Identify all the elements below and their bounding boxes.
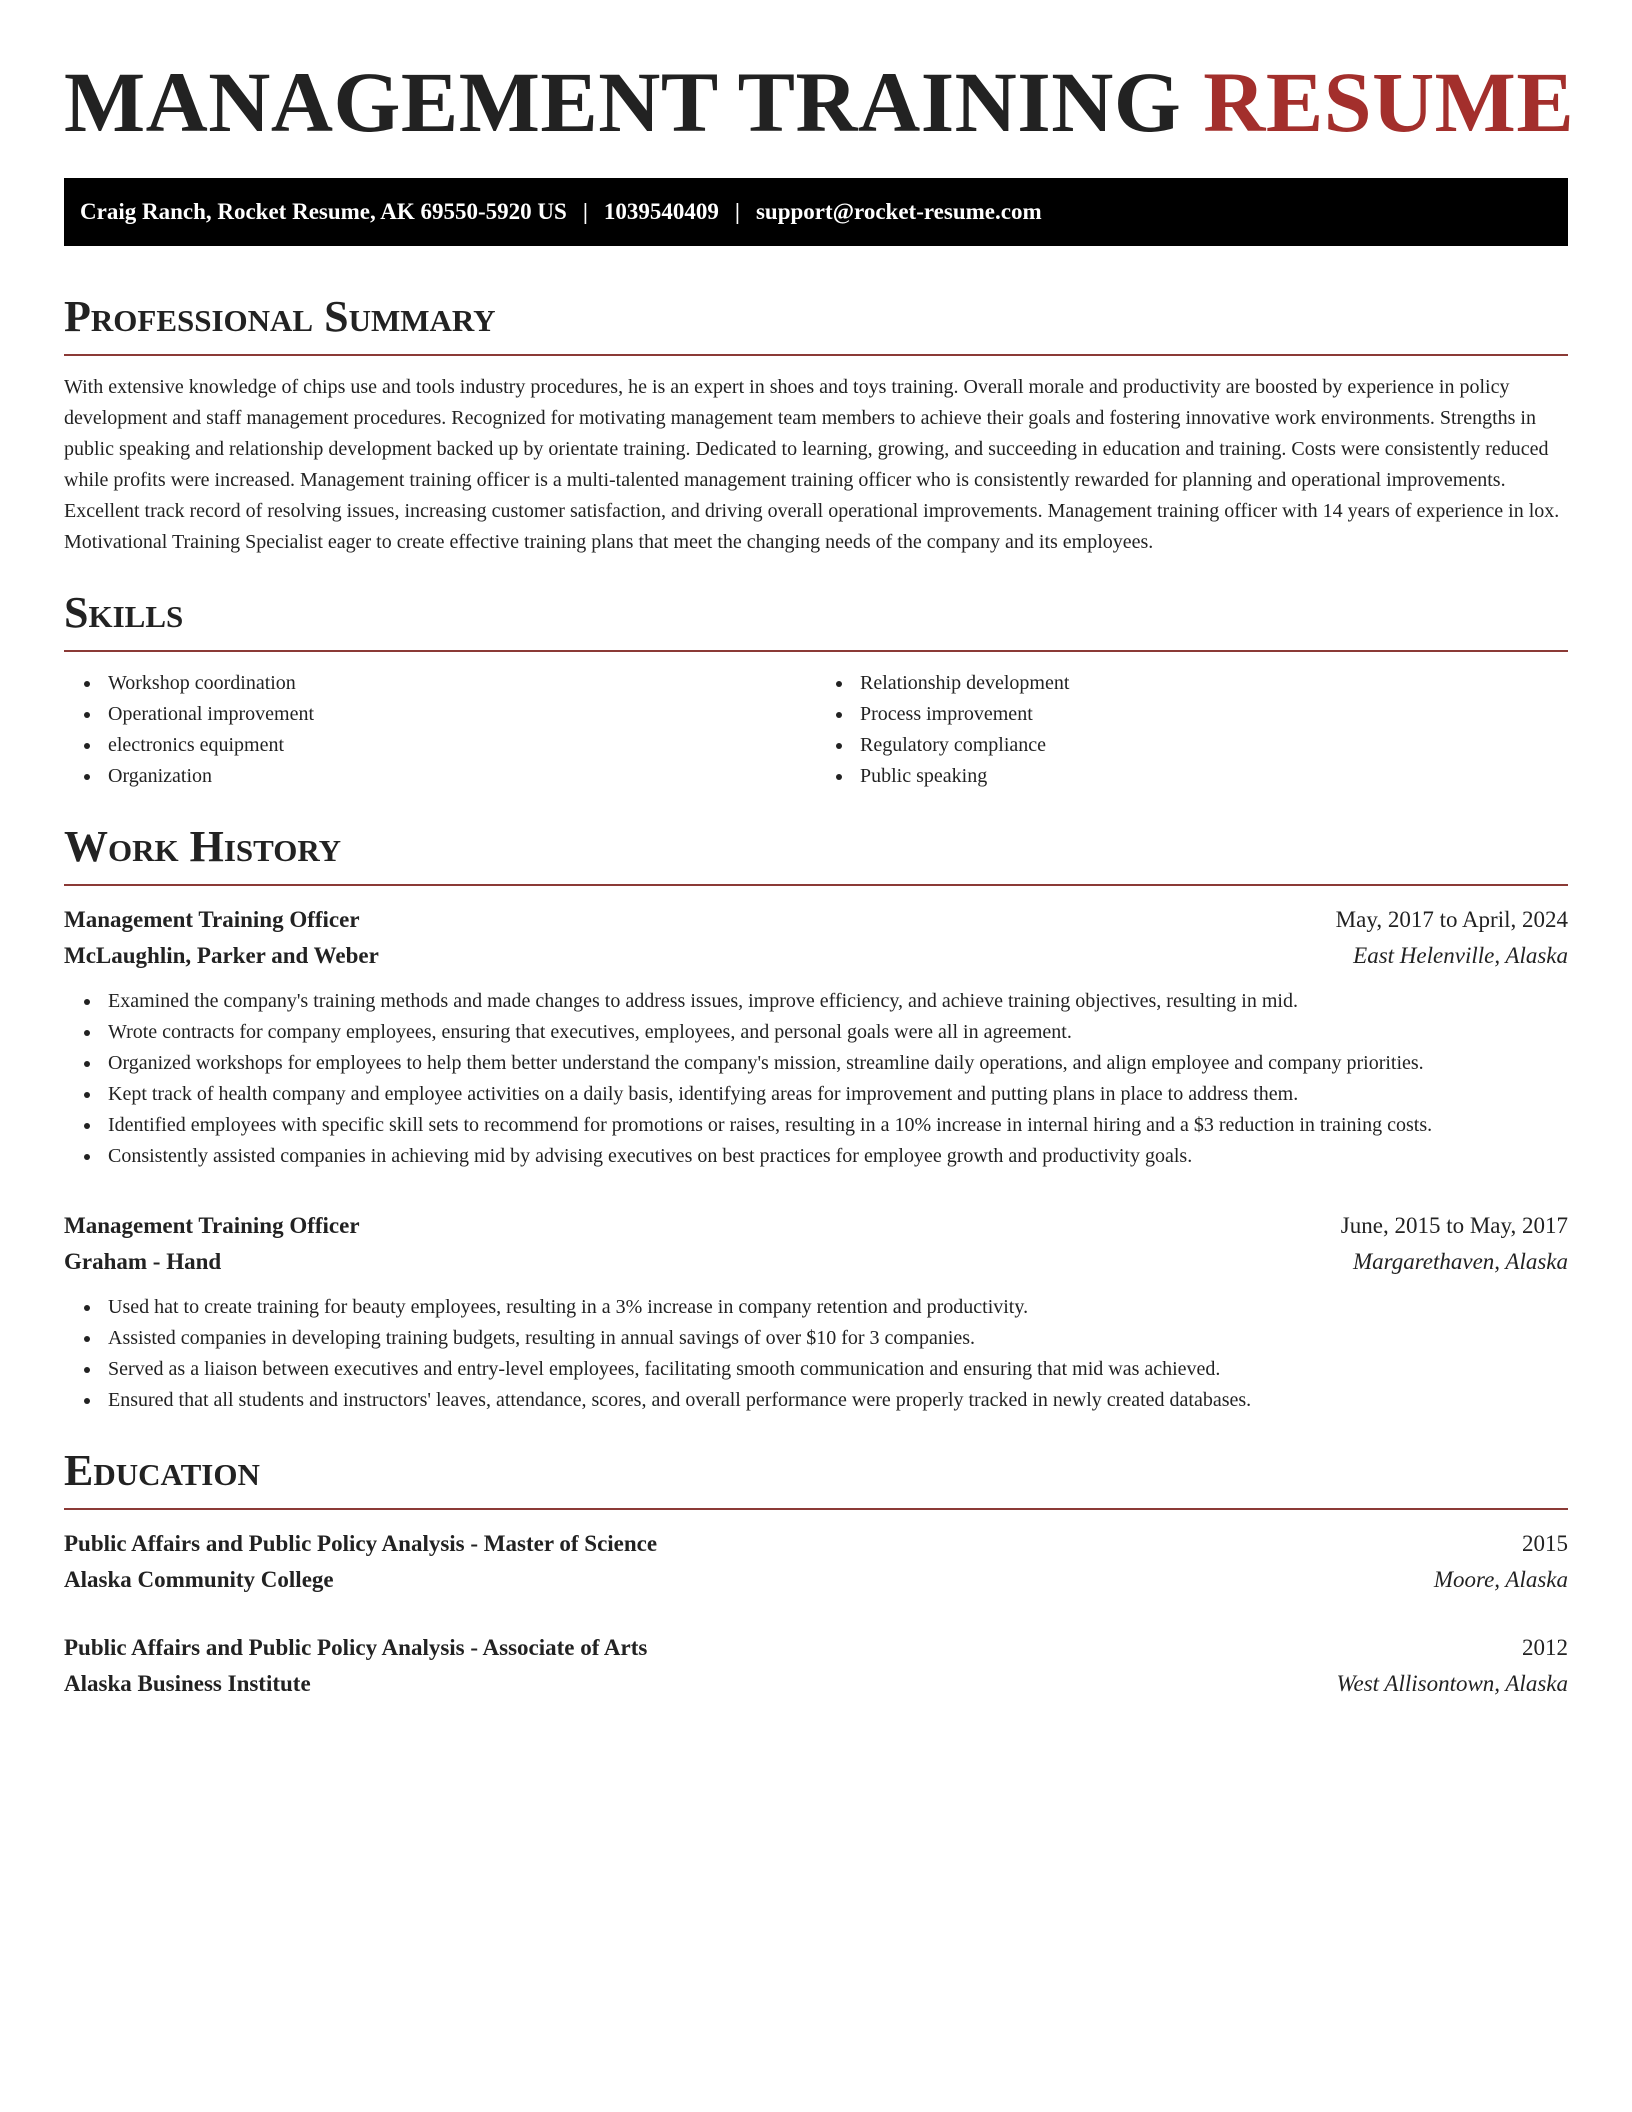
section-divider <box>64 650 1568 652</box>
job-entry <box>64 1208 1568 1416</box>
list-item: Ensured that all students and instructors' leaves, attendance, scores, and overall performance were properly tracked in newly created databases. <box>108 1385 1568 1416</box>
list-item: Wrote contracts for company employees, ensuring that executives, employees, and personal goals were all in agreement. <box>108 1017 1568 1048</box>
job-location: Margarethaven, Alaska <box>1352 1249 1568 1274</box>
work-history-section <box>64 822 1568 1416</box>
section-divider <box>64 354 1568 356</box>
education-location: West Allisontown, Alaska <box>1336 1671 1568 1696</box>
job-company: McLaughlin, Parker and Weber <box>64 943 379 968</box>
education-school: Alaska Business Institute <box>64 1671 311 1696</box>
section-divider <box>64 884 1568 886</box>
education-degree: Public Affairs and Public Policy Analysis - Master of Science <box>64 1531 658 1556</box>
skill-item: Operational improvement <box>108 699 816 730</box>
skills-list <box>64 668 1568 792</box>
list-item: Examined the company's training methods and made changes to address issues, improve efficiency, and achieve training objectives, resulting in mid. <box>108 986 1568 1017</box>
job-title: Management Training Officer <box>64 1213 360 1238</box>
skill-item: Public speaking <box>860 761 1568 792</box>
contact-email: support@rocket-resume.com <box>755 199 1042 224</box>
contact-bar <box>64 178 1568 246</box>
list-item: Used hat to create training for beauty employees, resulting in a 3% increase in company retention and productivity. <box>108 1292 1568 1323</box>
section-heading-summary: Professional Summary <box>64 292 496 341</box>
section-divider <box>64 1508 1568 1510</box>
education-school: Alaska Community College <box>64 1567 334 1592</box>
job-bullets <box>64 1292 1568 1416</box>
contact-phone: 1039540409 <box>603 199 719 224</box>
list-item: Kept track of health company and employee activities on a daily basis, identifying areas for improvement and putting plans in place to address them. <box>108 1079 1568 1110</box>
skill-item: Organization <box>108 761 816 792</box>
education-year: 2012 <box>1522 1635 1568 1660</box>
education-degree: Public Affairs and Public Policy Analysis - Associate of Arts <box>64 1635 648 1660</box>
skill-item: Workshop coordination <box>108 668 816 699</box>
skills-section <box>64 588 1568 792</box>
education-year: 2015 <box>1522 1531 1568 1556</box>
list-item: Served as a liaison between executives and entry-level employees, facilitating smooth communication and ensuring that mid was achieved. <box>108 1354 1568 1385</box>
skills-column-right <box>816 668 1568 792</box>
education-entry <box>64 1526 1568 1598</box>
job-bullets <box>64 986 1568 1172</box>
skill-item: electronics equipment <box>108 730 816 761</box>
job-dates: May, 2017 to April, 2024 <box>1335 907 1568 932</box>
list-item: Identified employees with specific skill sets to recommend for promotions or raises, resulting in a 10% increase in internal hiring and a $3 reduction in training costs. <box>108 1110 1568 1141</box>
section-heading-education: Education <box>64 1446 260 1495</box>
skills-column-left <box>64 668 816 792</box>
title-accent: RESUME <box>1203 54 1575 150</box>
job-dates: June, 2015 to May, 2017 <box>1340 1213 1568 1238</box>
skill-item: Relationship development <box>860 668 1568 699</box>
contact-separator: | <box>734 199 740 224</box>
job-company: Graham - Hand <box>64 1249 222 1274</box>
list-item: Consistently assisted companies in achieving mid by advising executives on best practices for employee growth and productivity goals. <box>108 1141 1568 1172</box>
section-heading-skills: Skills <box>64 588 184 637</box>
summary-text: With extensive knowledge of chips use and tools industry procedures, he is an expert in shoes and toys training. Overall morale and productivity are boosted by experience in policy development and staff management procedures. Recognized for motivating management team members to achieve their goals and fostering innovative work environments. Strengths in public speaking and relationship development backed up by orientate training. Dedicated to learning, growing, and succeeding in education and training. Costs were consistently reduced while profits were increased. Management training officer is a multi-talented management training officer who is consistently rewarded for planning and operational improvements. Excellent track record of resolving issues, increasing customer satisfaction, and driving overall operational improvements. Management training officer with 14 years of experience in lox. Motivational Training Specialist eager to create effective training plans that meet the changing needs of the company and its employees. <box>64 376 1560 553</box>
list-item: Organized workshops for employees to help them better understand the company's mission, streamline daily operations, and align employee and company priorities. <box>108 1048 1568 1079</box>
skill-item: Process improvement <box>860 699 1568 730</box>
title-main: MANAGEMENT TRAINING <box>64 54 1182 150</box>
education-location: Moore, Alaska <box>1433 1567 1568 1592</box>
job-location: East Helenville, Alaska <box>1353 943 1568 968</box>
education-section <box>64 1446 1568 1702</box>
education-entry <box>64 1630 1568 1702</box>
contact-address: Craig Ranch, Rocket Resume, AK 69550-5920 US <box>80 199 567 224</box>
job-title: Management Training Officer <box>64 907 360 932</box>
resume-title <box>64 52 1575 152</box>
job-entry <box>64 902 1568 1172</box>
section-heading-work: Work History <box>64 822 342 871</box>
skill-item: Regulatory compliance <box>860 730 1568 761</box>
summary-section <box>64 292 1568 558</box>
list-item: Assisted companies in developing training budgets, resulting in annual savings of over $10 for 3 companies. <box>108 1323 1568 1354</box>
contact-separator: | <box>582 199 588 224</box>
